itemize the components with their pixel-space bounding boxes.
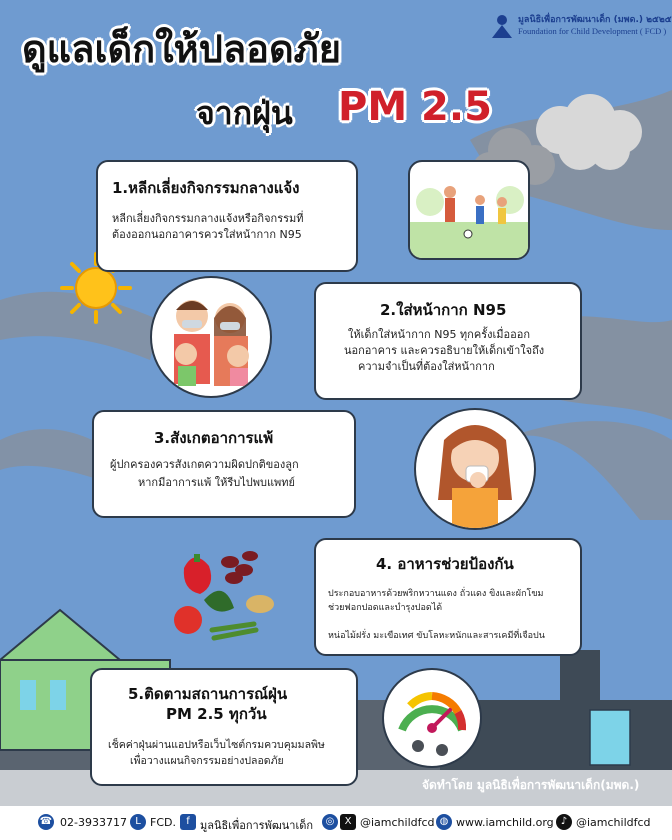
footer-bar: [0, 806, 672, 840]
family-masks-illustration: [150, 276, 272, 398]
phone-icon: ☎: [38, 814, 54, 830]
footer-instagram-x[interactable]: @iamchildfcd: [360, 816, 435, 829]
tip-card-2: [314, 282, 582, 400]
tip-1-line1: หลีกเลี่ยงกิจกรรมกลางแจ้งหรือกิจกรรมที่: [112, 212, 304, 225]
tip-5-line2: เพื่อวางแผนกิจกรรมอย่างปลอดภัย: [130, 755, 284, 767]
page-subtitle: จากฝุ่น: [196, 94, 293, 132]
tip-card-5: [90, 668, 358, 786]
tip-5-heading-2: PM 2.5 ทุกวัน: [166, 705, 267, 723]
footer-line[interactable]: FCD.: [150, 816, 176, 829]
tip-5-line1: เช็คค่าฝุ่นผ่านแอปหรือเว็บไซต์กรมควบคุมมลพิษ: [108, 739, 325, 751]
tip-card-1: [96, 160, 358, 272]
page-title: ดูแลเด็กให้ปลอดภัย: [22, 27, 341, 71]
globe-icon: ◍: [436, 814, 452, 830]
tip-4-line3: หน่อไม้ฝรั่ง มะเขือเทศ ขับโลหะหนักและสารเคมีที่เจือปน: [328, 631, 545, 641]
tip-card-3: [92, 410, 356, 518]
tip-card-4: [314, 538, 582, 656]
tip-4-heading: 4. อาหารช่วยป้องกัน: [376, 555, 514, 573]
tip-3-line2: หากมีอาการแพ้ ให้รีบไปพบแพทย์: [138, 476, 296, 489]
tip-5-heading: 5.ติดตามสถานการณ์ฝุ่น: [128, 685, 288, 703]
logo-english-text: Foundation for Child Development ( FCD ): [518, 26, 667, 36]
footer-tiktok[interactable]: @iamchildfcd: [576, 816, 651, 829]
tip-3-line1: ผู้ปกครองควรสังเกตความผิดปกติของลูก: [110, 458, 299, 471]
logo-thai-text: มูลนิธิเพื่อการพัฒนาเด็ก (มพด.) ๒๕๒๕: [518, 15, 672, 25]
sneezing-child-illustration: [414, 408, 536, 530]
tip-1-line2: ต้องออกนอกอาคารควรใส่หน้ากาก N95: [112, 228, 302, 241]
footer-facebook[interactable]: มูลนิธิเพื่อการพัฒนาเด็ก: [200, 819, 314, 832]
line-icon: L: [130, 814, 146, 830]
tiktok-icon: ♪: [556, 814, 572, 830]
tip-2-line3: ความจำเป็นที่ต้องใส่หน้ากาก: [358, 360, 495, 373]
fcd-logo: [486, 10, 672, 44]
outdoor-play-illustration: [408, 160, 530, 260]
footer-website[interactable]: www.iamchild.org: [456, 816, 554, 829]
fcd-logo-icon: [488, 12, 516, 40]
tip-3-heading: 3.สังเกตอาการแพ้: [154, 429, 274, 447]
tip-4-line1: ประกอบอาหารด้วยพริกหวานแดง ถั่วแดง ขิงและผักโขม: [328, 589, 544, 599]
tip-2-line1: ให้เด็กใส่หน้ากาก N95 ทุกครั้งเมื่อออก: [348, 328, 530, 341]
tip-4-line2: ช่วยฟอกปอดและบำรุงปอดได้: [328, 603, 443, 613]
instagram-icon: ◎: [322, 814, 338, 830]
healthy-food-illustration: [164, 538, 278, 652]
credit-text: จัดทำโดย มูลนิธิเพื่อการพัฒนาเด็ก(มพด.): [422, 778, 640, 792]
tip-1-heading: 1.หลีกเลี่ยงกิจกรรมกลางแจ้ง: [112, 179, 300, 197]
air-quality-gauge-illustration: [382, 668, 482, 768]
pm25-title: PM 2.5: [338, 84, 492, 130]
facebook-icon: f: [180, 814, 196, 830]
footer-phone[interactable]: 02-3933717: [60, 816, 127, 829]
tip-2-line2: นอกอาคาร และควรอธิบายให้เด็กเข้าใจถึง: [344, 344, 545, 357]
x-icon: X: [340, 814, 356, 830]
tip-2-heading: 2.ใส่หน้ากาก N95: [380, 301, 507, 319]
